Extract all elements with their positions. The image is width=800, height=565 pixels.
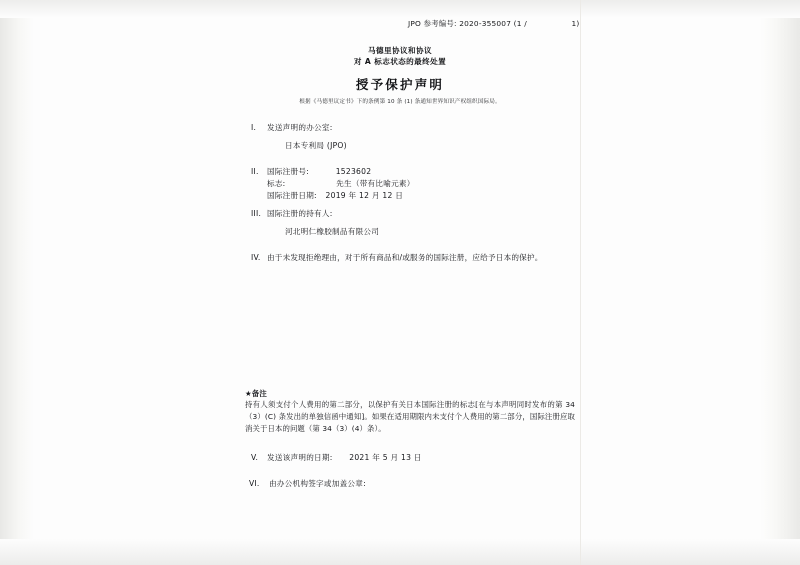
section-2-value: 1523602 <box>335 167 372 176</box>
section-2-number: II. <box>251 167 259 176</box>
section-3-heading <box>251 208 333 219</box>
note-marker: ★备注 <box>245 389 268 398</box>
header-line-2: 对 A 标志状态的最终处置 <box>353 57 447 67</box>
reference-line <box>408 18 579 29</box>
section-1-number: I. <box>251 123 257 132</box>
section-5-number: V. <box>251 453 259 462</box>
section-3-value: 河北明仁橡胶制品有限公司 <box>285 227 380 236</box>
section-6-heading <box>249 478 366 489</box>
section-1-label: 发送声明的办公室: <box>267 123 333 132</box>
note-text: 持有人须支付个人费用的第二部分，以保护有关日本国际注册的标志[在与本声明同时发布的第 34（3）(C) 条发出的单独信函中通知]。如果在适用期限内未支付个人费用的第二部分，国际注册应取消关于日本的问题（第 34（3）(4）条）。 <box>245 400 575 433</box>
section-6-number: VI. <box>249 479 260 488</box>
document-header <box>0 45 800 68</box>
legal-basis-note: 根据《马德里议定书》下的条例第 10 条 (1) 条通知世界知识产权组织国际局。 <box>299 99 501 105</box>
section-2-value-3: 2019 年 12 月 12 日 <box>325 191 404 200</box>
section-2-label-2: 标志: <box>267 179 286 188</box>
section-5-value: 2021 年 5 月 13 日 <box>349 453 422 462</box>
reference-label: JPO 参考编号: <box>408 19 457 28</box>
reference-number: 2020-355007 <box>459 19 512 28</box>
section-2-value-2: 先生（带有比喻元素） <box>336 179 415 188</box>
section-1-value: 日本专利局 (JPO) <box>285 141 347 150</box>
header-line-1: 马德里协议和协议 <box>368 46 432 55</box>
section-1-heading <box>251 122 333 133</box>
page-indicator: (1 / <box>513 19 527 28</box>
section-2-mark-row <box>267 178 415 189</box>
section-4-heading <box>251 251 591 264</box>
section-5-heading <box>251 452 422 463</box>
section-2-label-3: 国际注册日期: <box>267 191 317 200</box>
section-2-heading <box>251 166 371 177</box>
page-indicator-end: 1) <box>571 19 580 28</box>
section-4-label: 由于未发现拒绝理由，对于所有商品和/或服务的国际注册，应给予日本的保护。 <box>267 253 543 262</box>
section-2-label: 国际注册号: <box>267 167 310 176</box>
page-title: 授予保护声明 <box>355 77 445 92</box>
section-3-number: III. <box>251 209 262 218</box>
section-2-date-row <box>267 190 403 201</box>
section-3-label: 国际注册的持有人: <box>267 209 333 218</box>
section-5-label: 发送该声明的日期: <box>267 453 333 462</box>
section-6-label: 由办公机构签字或加盖公章: <box>269 479 366 488</box>
section-4-number: IV. <box>251 253 261 262</box>
